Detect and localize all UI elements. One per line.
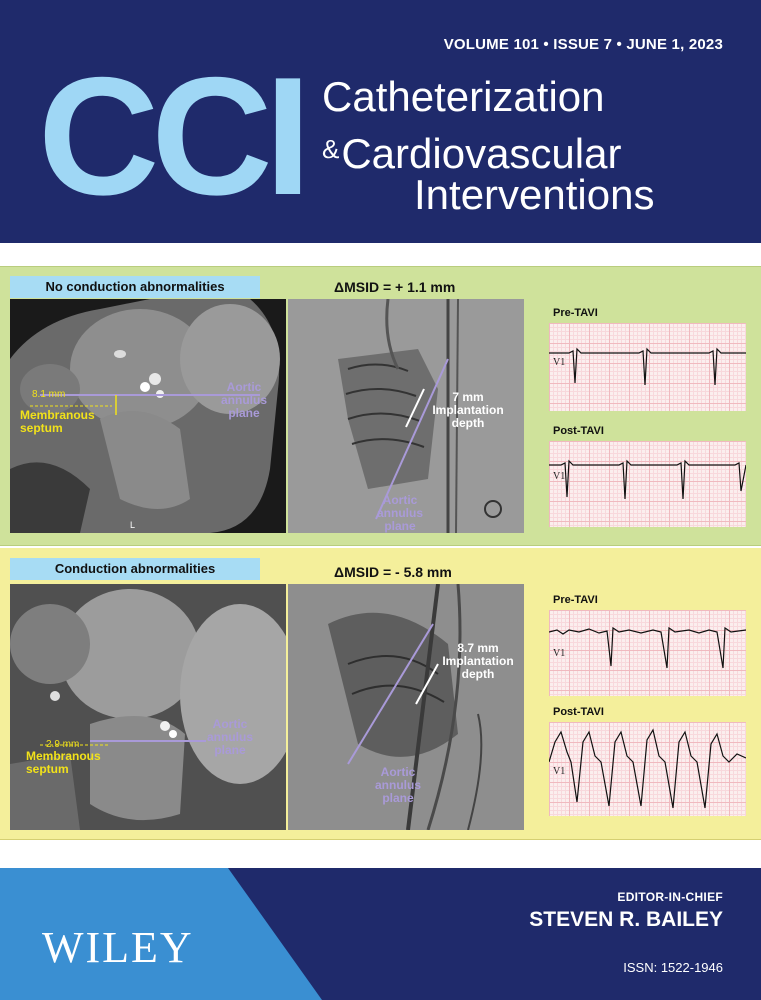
journal-logo: CCI [38, 42, 304, 230]
cover-footer [0, 868, 761, 1000]
ecg-top-post-label: Post-TAVI [553, 425, 604, 437]
ecg-bottom-pre [549, 610, 746, 696]
ecg-top-post [549, 441, 746, 527]
ct-top-septum-label: Membranous septum [20, 408, 95, 435]
ecg-top-post-lead: V1 [553, 471, 566, 482]
publisher-logo: WILEY [42, 923, 194, 972]
fluoro-top-depth-label: 7 mm Implantation depth [432, 390, 504, 430]
panel-top-delta: ΔMSID = + 1.1 mm [334, 279, 456, 295]
title-ampersand: & [322, 134, 340, 164]
fluoro-bottom-annulus-label: Aortic annulus plane [374, 765, 421, 805]
ecg-top-pre-lead: V1 [553, 357, 566, 368]
ecg-top-pre-label: Pre-TAVI [553, 307, 598, 319]
fluoro-image-bottom [288, 584, 524, 830]
ct-top-corner-mark: L [130, 520, 136, 530]
fluoro-top-annulus-label: Aortic annulus plane [376, 493, 423, 533]
cover-header [0, 0, 761, 243]
ct-bottom-measure: 2.9 mm [46, 739, 80, 750]
ct-image-bottom [10, 584, 286, 830]
title-line-2 [322, 126, 621, 177]
ecg-bottom-pre-lead: V1 [553, 648, 566, 659]
ecg-top-pre [549, 323, 746, 411]
editor-label: EDITOR-IN-CHIEF [617, 890, 723, 904]
panel-top-label: No conduction abnormalities [10, 276, 260, 298]
fluoro-bottom-depth-label: 8.7 mm Implantation depth [442, 641, 514, 681]
ct-image-top [10, 299, 286, 533]
issue-line: VOLUME 101 • ISSUE 7 • JUNE 1, 2023 [443, 36, 723, 53]
ecg-bottom-post-label: Post-TAVI [553, 706, 604, 718]
issn: ISSN: 1522-1946 [623, 960, 723, 975]
title-line-2-text: Cardiovascular [341, 130, 622, 177]
title-line-3: Interventions [414, 171, 655, 218]
ct-bottom-septum-label: Membranous septum [26, 749, 101, 776]
panel-bottom-delta: ΔMSID = - 5.8 mm [334, 564, 452, 580]
fluoro-image-top [288, 299, 524, 533]
ecg-bottom-pre-label: Pre-TAVI [553, 594, 598, 606]
ecg-bottom-post-lead: V1 [553, 766, 566, 777]
panel-conduction [0, 548, 761, 840]
panel-no-conduction [0, 266, 761, 546]
ct-top-annulus-label: Aortic annulus plane [220, 380, 267, 420]
ct-bottom-annulus-label: Aortic annulus plane [206, 717, 253, 757]
panel-bottom-label: Conduction abnormalities [10, 558, 260, 580]
ct-top-measure: 8.1 mm [32, 389, 66, 400]
ecg-bottom-post [549, 722, 746, 816]
title-line-1: Catheterization [322, 73, 605, 120]
editor-name: STEVEN R. BAILEY [529, 908, 723, 931]
